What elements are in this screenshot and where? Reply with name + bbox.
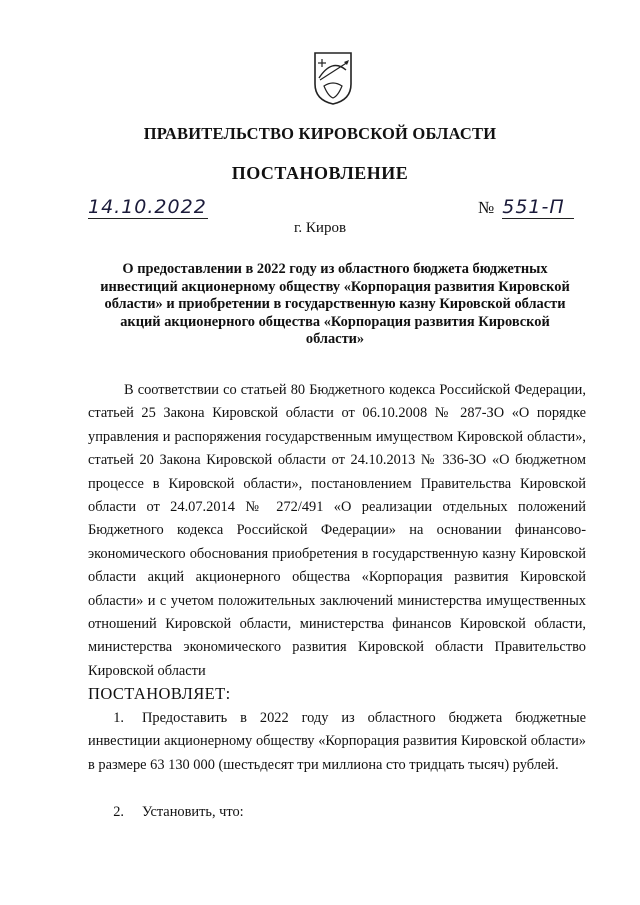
- list-item-number: 1.: [113, 710, 124, 726]
- document-subject: О предоставлении в 2022 году из областного бюджета бюджетных инвестиций акционерному обществу «Корпорация развития Кировской области» и приобретении в государственную казну Кировской области акций акционерного общества «Корпорация развития Кировской области»: [100, 261, 570, 347]
- list-item: [88, 801, 586, 824]
- list-item-number: 2.: [113, 804, 124, 820]
- list-item-text: Предоставить в 2022 году из областного бюджета бюджетные инвестиции акционерному обществу «Корпорация развития Кировской области» в размере 63 130 000 (шестьдесят три миллиона сто тридцать тысяч) рублей.: [88, 710, 586, 773]
- document-date: 14.10.2022: [88, 196, 207, 218]
- document-number: 551-П: [502, 196, 574, 219]
- resolve-heading: ПОСТАНОВЛЯЕТ:: [88, 684, 231, 703]
- document-number-field: [478, 196, 588, 219]
- city: г. Киров: [293, 220, 347, 236]
- list-item-text: Установить, что:: [142, 804, 244, 820]
- preamble-paragraph: В соответствии со статьей 80 Бюджетного кодекса Российской Федерации, статьей 25 Закона Кировской области от 06.10.2008 № 287-ЗО «О порядке управления и распоряжения государственным имуществом Кировской области», статьей 20 Закона Кировской области от 24.10.2013 № 336-ЗО «О бюджетном процессе в Кировской области», постановлением Правительства Кировской области от 24.07.2014 № 272/491 «О реализации отдельных положений Бюджетного кодекса Российской Федерации» на основании финансово-экономического обоснования приобретения в государственную казну Кировской области акций акционерного общества «Корпорация развития Кировской области» и с учетом положительных заключений министерства имущественных отношений Кировской области, министерства финансов Кировской области, министерства экономического развития Кировской области Правительство Кировской области: [88, 382, 586, 679]
- number-sign: №: [478, 198, 495, 217]
- document-type: ПОСТАНОВЛЕНИЕ: [231, 163, 409, 183]
- kirov-coat-of-arms-icon: [312, 50, 354, 106]
- government-title: ПРАВИТЕЛЬСТВО КИРОВСКОЙ ОБЛАСТИ: [143, 124, 497, 143]
- document-date-field: [88, 196, 208, 219]
- list-item: [88, 707, 586, 777]
